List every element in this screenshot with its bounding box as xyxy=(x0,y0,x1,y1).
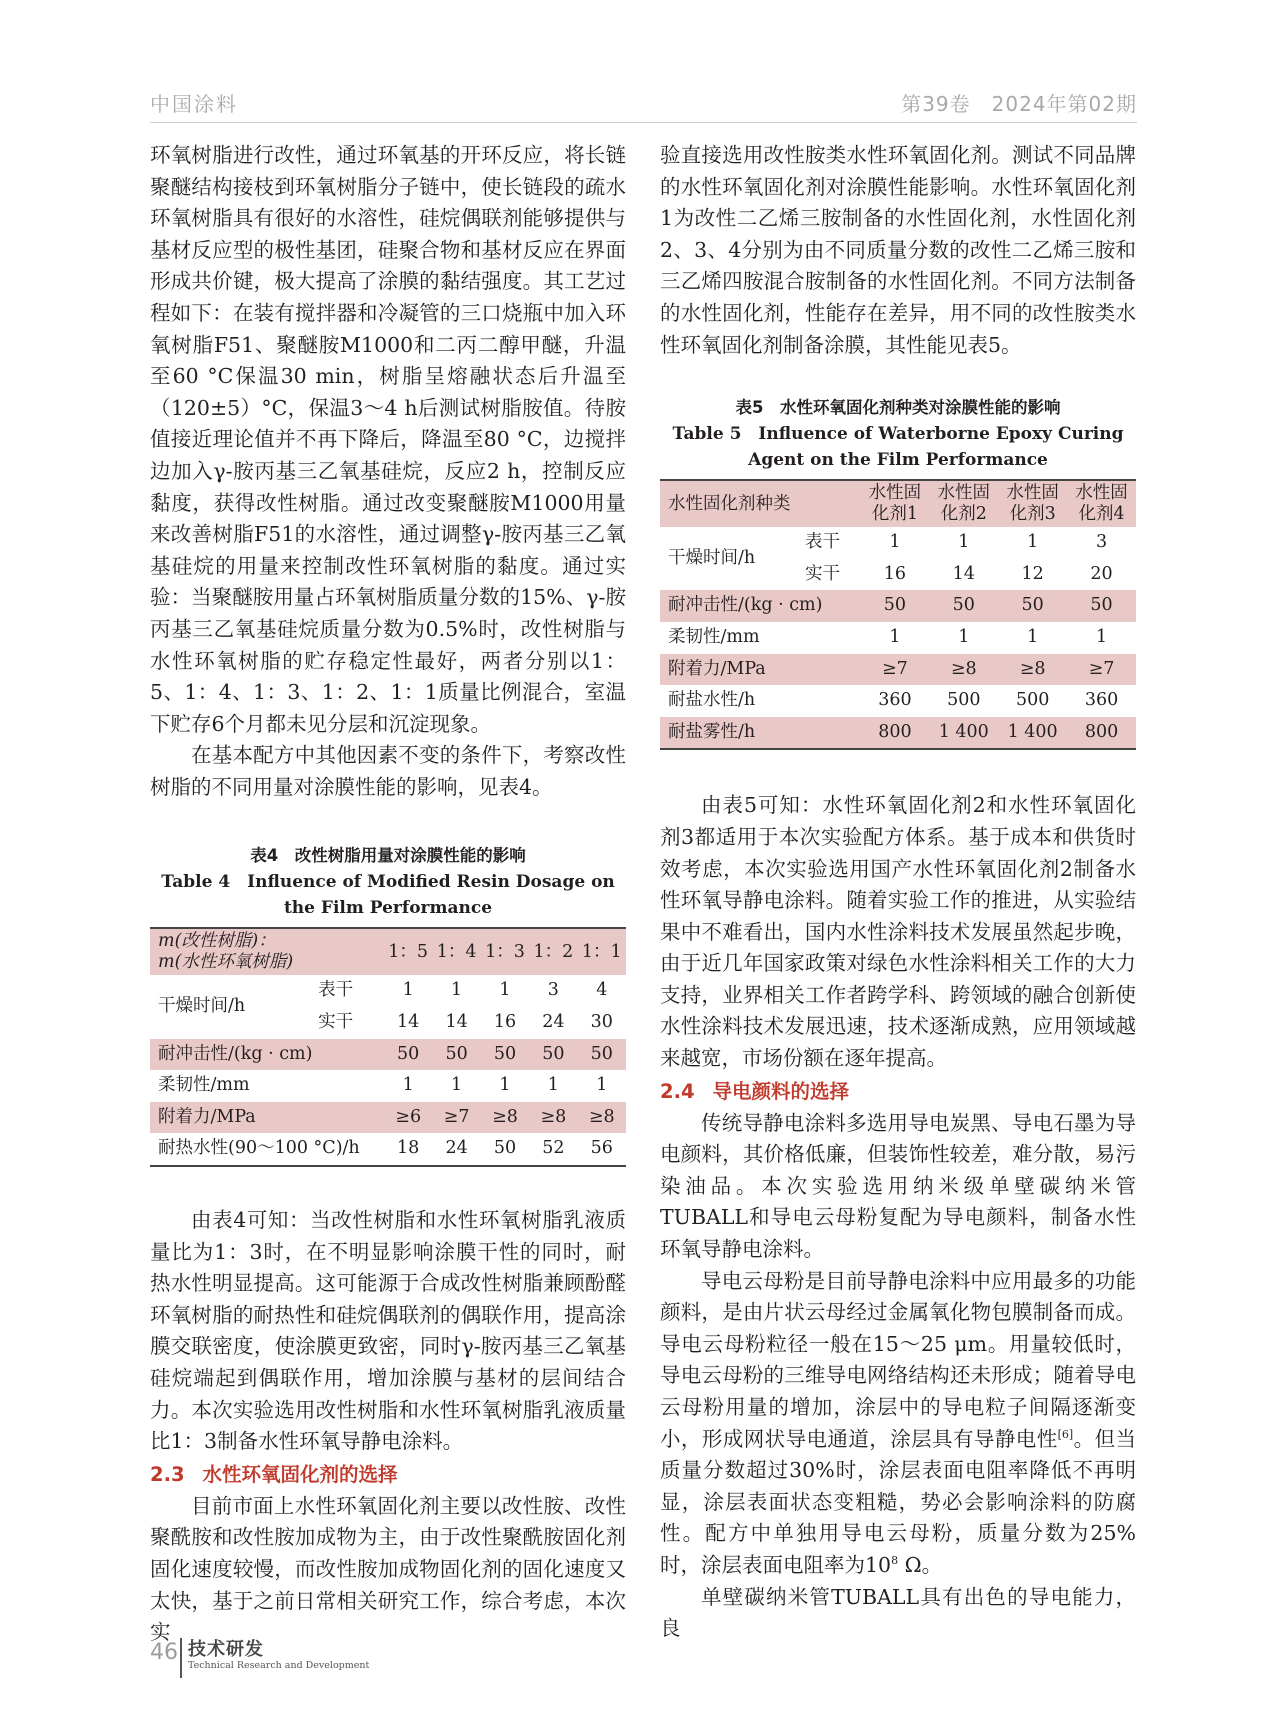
cell: ≥8 xyxy=(481,1102,529,1134)
table-row xyxy=(660,685,1136,717)
row-label: 柔韧性/mm xyxy=(158,1075,250,1096)
section-heading-2-4 xyxy=(660,1075,1136,1108)
paragraph: 环氧树脂进行改性，通过环氧基的开环反应，将长链聚醚结构接枝到环氧树脂分子链中，使长链段的疏水环氧树脂具有很好的水溶性，硅烷偶联剂能够提供与基材反应型的极性基团，硅聚合物和基材反应在界面形成共价键，极大提高了涂膜的黏结强度。其工艺过程如下：在装有搅拌器和冷凝管的三口烧瓶中加入环氧树脂F51、聚醚胺M1000和二丙二醇甲醚，升温至60 °C保温30 min，树脂呈熔融状态后升温至（120±5）°C，保温3～4 h后测试树脂胺值。待胺值接近理论值并不再下降后，降温至80 °C，边搅拌边加入γ-胺丙基三乙氧基硅烷，反应2 h，控制反应黏度，获得改性树脂。通过改变聚醚胺M1000用量来改善树脂F51的水溶性，通过调整γ-胺丙基三乙氧基硅烷的用量来控制改性环氧树脂的黏度。通过实验：当聚醚胺用量占环氧树脂质量分数的15%、γ-胺丙基三乙氧基硅烷质量分数为0.5%时，改性树脂与水性环氧树脂的贮存稳定性最好，两者分别以1：5、1：4、1：3、1：2、1：1质量比例混合，室温下贮存6个月都未见分层和沉淀现象。 xyxy=(150,143,626,736)
cell: ≥8 xyxy=(998,654,1067,686)
table-4 xyxy=(150,843,626,1167)
header-line: 水性固 xyxy=(1075,483,1128,504)
cell: 14 xyxy=(952,563,975,584)
table-4-title-en: Table 4 Influence of Modified Resin Dosage on the Film Performance xyxy=(161,872,615,919)
header-label-line: m(改性树脂)： xyxy=(158,931,276,952)
table-row xyxy=(660,622,1136,654)
row-label: 耐冲击性/(kg · cm) xyxy=(660,590,860,622)
cell: 1 xyxy=(451,980,463,1001)
cell: 3 xyxy=(1095,532,1108,553)
header-cell xyxy=(150,928,384,975)
cell: ≥7 xyxy=(1067,654,1136,686)
header-line: 水性固 xyxy=(1006,483,1059,504)
cell: 24 xyxy=(542,1012,565,1033)
table-row xyxy=(660,527,1136,559)
header-line: 化剂1 xyxy=(871,504,918,525)
table-header-row xyxy=(150,928,626,975)
header-line: 化剂2 xyxy=(940,504,987,525)
cell: 4 xyxy=(596,980,608,1001)
footer-divider xyxy=(180,1638,182,1678)
cell: 50 xyxy=(860,590,929,622)
cell: 16 xyxy=(493,1012,517,1033)
citation-ref: [6] xyxy=(1057,1427,1074,1441)
cell: 30 xyxy=(590,1012,613,1033)
table-row xyxy=(150,1039,626,1071)
section-name-en: Technical Research and Development xyxy=(188,1660,370,1671)
table-5 xyxy=(660,395,1136,750)
row-sublabel: 表干 xyxy=(804,532,840,553)
table-5-grid xyxy=(660,479,1136,750)
row-label: 耐盐水性/h xyxy=(668,690,756,711)
row-sublabel: 表干 xyxy=(318,980,354,1001)
row-label: 附着力/MPa xyxy=(150,1102,384,1134)
section-title: 导电颜料的选择 xyxy=(712,1079,850,1103)
header-line: 水性固 xyxy=(868,483,922,504)
cell: 800 xyxy=(860,717,929,750)
table-header-row xyxy=(660,480,1136,527)
issue-info: 第39卷 2024年第02期 xyxy=(901,92,1137,116)
cell: ≥6 xyxy=(384,1102,432,1134)
cell: 50 xyxy=(529,1039,577,1071)
header-cell: 1：3 xyxy=(481,928,529,975)
header-cell xyxy=(1067,480,1136,527)
cell: 1 xyxy=(499,1075,511,1096)
paragraph-text: 导电云母粉是目前导静电涂料中应用最多的功能颜料，是由片状云母经过金属氧化物包膜制备而成。导电云母粉粒径一般在15～25 μm。用量较低时，导电云母粉的三维导电网络结构还未形成；随着导电云母粉用量的增加，涂层中的导电粒子间隔逐渐变小，形成网状导电通道，涂层具有导静电性 xyxy=(660,1268,1136,1451)
row-sublabel: 实干 xyxy=(318,1012,354,1033)
cell: 1 xyxy=(889,626,901,647)
section-name-zh: 技术研发 xyxy=(188,1639,264,1660)
cell: ≥8 xyxy=(929,654,998,686)
cell: 50 xyxy=(578,1039,626,1071)
header-cell: 1：5 xyxy=(384,928,432,975)
paragraph: 目前市面上水性环氧固化剂主要以改性胺、改性聚酰胺和改性胺加成物为主，由于改性聚酰胺固化剂固化速度较慢，而改性胺加成物固化剂的固化速度又太快，基于之前日常相关研究工作，综合考虑，本次实 xyxy=(150,1493,626,1645)
table-row xyxy=(660,590,1136,622)
cell: 1 xyxy=(1027,626,1039,647)
table-row xyxy=(660,717,1136,750)
table-5-title-zh: 表5 水性环氧固化剂种类对涂膜性能的影响 xyxy=(735,398,1061,418)
cell: 1 400 xyxy=(998,717,1067,750)
header-rule xyxy=(150,122,1137,123)
cell: 1 xyxy=(402,1075,414,1096)
header-line: 化剂3 xyxy=(1009,504,1056,525)
row-label: 柔韧性/mm xyxy=(668,626,760,647)
table-4-grid xyxy=(150,927,626,1167)
paragraph: 验直接选用改性胺类水性环氧固化剂。测试不同品牌的水性环氧固化剂对涂膜性能影响。水性环氧固化剂1为改性二乙烯三胺制备的水性固化剂，水性固化剂2、3、4分别为由不同质量分数的改性二乙烯三胺和三乙烯四胺混合胺制备的水性固化剂。不同方法制备的水性固化剂，性能存在差异，用不同的改性胺类水性环氧固化剂制备涂膜，其性能见表5。 xyxy=(660,143,1136,357)
cell: 500 xyxy=(1015,690,1050,711)
header-label-line: m(水性环氧树脂) xyxy=(158,952,294,973)
paragraph-text: 。但当质量分数超过30%时，涂层表面电阻率降低不再明显，涂层表面状态变粗糙，势必会影响涂料的防腐性。配方中单独用导电云母粉，质量分数为25%时，涂层表面电阻率为10 xyxy=(660,1426,1137,1577)
table-row xyxy=(150,1070,626,1102)
cell: 14 xyxy=(397,1012,420,1033)
header-cell: 1：2 xyxy=(529,928,577,975)
header-cell: 水性固化剂种类 xyxy=(660,480,860,527)
paragraph: 单壁碳纳米管TUBALL具有出色的导电能力，良 xyxy=(660,1584,1136,1641)
cell: 1 xyxy=(402,980,414,1001)
row-label: 耐热水性(90～100 °C)/h xyxy=(158,1138,360,1159)
header-line: 化剂4 xyxy=(1078,504,1125,525)
right-column xyxy=(660,140,1136,1645)
paragraph xyxy=(660,1266,1136,1582)
cell: 1 xyxy=(1095,626,1108,647)
paragraph: 由表5可知：水性环氧固化剂2和水性环氧固化剂3都适用于本次实验配方体系。基于成本和供货时效考虑，本次实验选用国产水性环氧固化剂2制备水性环氧导静电涂料。随着实验工作的推进，从实验结果中不难看出，国内水性涂料技术发展虽然起步晚，由于近几年国家政策对绿色水性涂料相关工作的大力支持，业界相关工作者跨学科、跨领域的融合创新使水性涂料技术发展迅速，技术逐渐成熟，应用领域越来越宽，市场份额在逐年提高。 xyxy=(660,793,1136,1071)
cell: 50 xyxy=(432,1039,480,1071)
table-row xyxy=(660,654,1136,686)
row-sublabel: 实干 xyxy=(804,563,840,584)
header-cell xyxy=(860,480,929,527)
cell: 12 xyxy=(1021,563,1044,584)
page-number: 46 xyxy=(150,1640,178,1665)
cell: 50 xyxy=(998,590,1067,622)
row-label: 干燥时间/h xyxy=(668,547,756,568)
cell: 800 xyxy=(1067,717,1136,750)
cell: 1 xyxy=(1027,532,1039,553)
paragraph: 由表4可知：当改性树脂和水性环氧树脂乳液质量比为1：3时，在不明显影响涂膜干性的同时，耐热水性明显提高。这可能源于合成改性树脂兼顾酚醛环氧树脂的耐热性和硅烷偶联剂的偶联作用，提高涂膜交联密度，使涂膜更致密，同时γ-胺丙基三乙氧基硅烷端起到偶联作用，增加涂膜与基材的层间结合力。本次实验选用改性树脂和水性环氧树脂乳液质量比1：3制备水性环氧导静电涂料。 xyxy=(150,1208,626,1454)
cell: 16 xyxy=(883,563,907,584)
header-cell: 1：1 xyxy=(578,928,626,975)
cell: ≥7 xyxy=(860,654,929,686)
row-label: 耐盐雾性/h xyxy=(660,717,860,750)
cell: 50 xyxy=(929,590,998,622)
table-5-title-en: Table 5 Influence of Waterborne Epoxy Curing Agent on the Film Performance xyxy=(672,424,1124,471)
cell: 56 xyxy=(590,1138,613,1159)
cell: 1 400 xyxy=(929,717,998,750)
cell: 1 xyxy=(889,532,901,553)
header-line: 水性固 xyxy=(937,483,991,504)
section-heading-2-3 xyxy=(150,1458,626,1491)
cell: ≥7 xyxy=(432,1102,480,1134)
cell: 1 xyxy=(958,626,970,647)
table-row xyxy=(150,975,626,1007)
cell: 50 xyxy=(481,1039,529,1071)
cell: 360 xyxy=(878,690,912,711)
row-label: 干燥时间/h xyxy=(158,996,246,1017)
left-column xyxy=(150,140,626,1649)
cell: 50 xyxy=(493,1138,517,1159)
cell: ≥8 xyxy=(529,1102,577,1134)
cell: 360 xyxy=(1084,690,1119,711)
row-label: 附着力/MPa xyxy=(660,654,860,686)
journal-name: 中国涂料 xyxy=(150,92,238,116)
cell: 14 xyxy=(445,1012,468,1033)
cell: 18 xyxy=(397,1138,420,1159)
section-number: 2.4 xyxy=(660,1079,695,1103)
section-number: 2.3 xyxy=(150,1462,185,1486)
cell: 500 xyxy=(947,690,981,711)
cell: 3 xyxy=(547,980,559,1001)
cell: 50 xyxy=(1067,590,1136,622)
paragraph: 传统导静电涂料多选用导电炭黑、导电石墨为导电颜料，其价格低廉，但装饰性较差，难分散，易污染油品。本次实验选用纳米级单壁碳纳米管TUBALL和导电云母粉复配为导电颜料，制备水性环氧导静电涂料。 xyxy=(660,1110,1136,1262)
cell: 50 xyxy=(384,1039,432,1071)
exponent: 8 xyxy=(891,1554,899,1568)
cell: 24 xyxy=(445,1138,468,1159)
table-row xyxy=(150,1102,626,1134)
cell: 52 xyxy=(542,1138,565,1159)
cell: 20 xyxy=(1090,563,1113,584)
cell: 1 xyxy=(499,980,511,1001)
cell: 1 xyxy=(451,1075,463,1096)
row-label: 耐冲击性/(kg · cm) xyxy=(150,1039,384,1071)
table-row xyxy=(150,1133,626,1166)
table-4-title-zh: 表4 改性树脂用量对涂膜性能的影响 xyxy=(250,846,526,866)
header-cell xyxy=(998,480,1067,527)
cell: ≥8 xyxy=(578,1102,626,1134)
cell: 1 xyxy=(596,1075,608,1096)
paragraph-text: Ω。 xyxy=(898,1552,943,1577)
paragraph: 在基本配方中其他因素不变的条件下，考察改性树脂的不同用量对涂膜性能的影响，见表4。 xyxy=(150,743,626,799)
header-cell: 1：4 xyxy=(432,928,480,975)
header-cell xyxy=(929,480,998,527)
section-title: 水性环氧固化剂的选择 xyxy=(202,1462,398,1486)
cell: 1 xyxy=(547,1075,559,1096)
cell: 1 xyxy=(958,532,970,553)
